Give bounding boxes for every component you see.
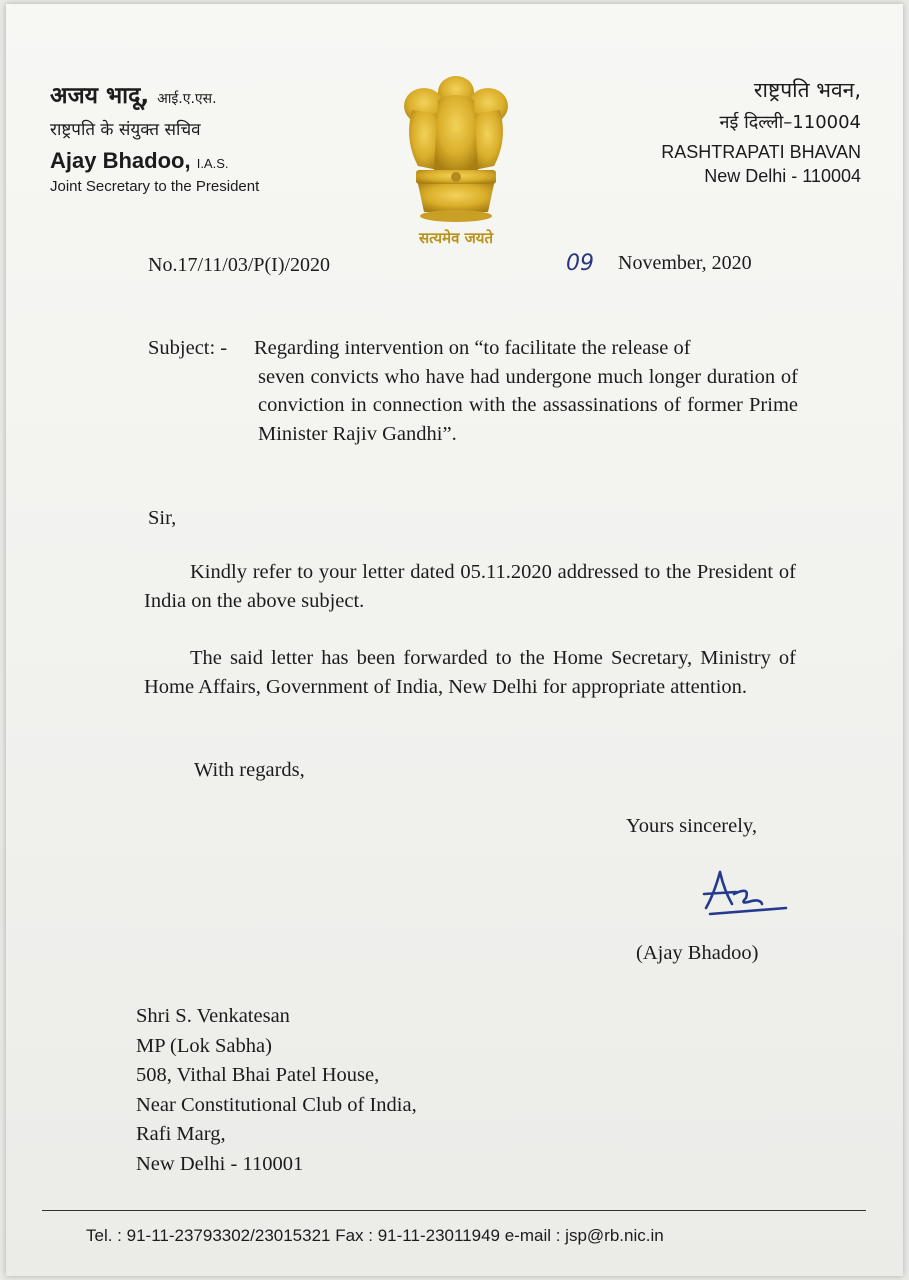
sender-designation-hindi: राष्ट्रपति के संयुक्त सचिव (50, 120, 201, 140)
footer-contact: Tel. : 91-11-23793302/23015321 Fax : 91-11-23011949 e-mail : jsp@rb.nic.in (86, 1226, 664, 1245)
national-emblem-icon (394, 60, 518, 250)
sender-name-hindi (50, 78, 217, 110)
office-address-hi-line1: राष्ट्रपति भवन, (753, 78, 861, 102)
date-day-handwritten: 09 (566, 251, 594, 276)
recipient-line: Rafi Marg, (136, 1123, 226, 1145)
recipient-line: MP (Lok Sabha) (136, 1034, 272, 1057)
sender-designation-english: Joint Secretary to the President (50, 178, 260, 195)
office-address-en-line2: New Delhi - 110004 (704, 166, 861, 186)
regards: With regards, (194, 759, 305, 781)
paragraph-2: The said letter has been forwarded to the Home Secretary, Ministry of Home Affairs, Government of India, New Delhi for appropriate attention. (144, 647, 796, 698)
handwritten-signature-icon (690, 864, 790, 924)
paragraph-1: Kindly refer to your letter dated 05.11.2020 addressed to the President of India on the above subject. (144, 561, 796, 612)
subject-continuation: seven convicts who have had undergone much longer duration of conviction in connection with the assassinations of former Prime Minister Rajiv Gandhi”. (258, 365, 798, 445)
recipient-line: 508, Vithal Bhai Patel House, (136, 1064, 380, 1086)
sender-name-en-text: Ajay Bhadoo, (50, 148, 191, 173)
recipient-address (136, 1002, 417, 1179)
salutation: Sir, (148, 507, 177, 529)
date-month-year: November, 2020 (618, 252, 752, 274)
recipient-line: Near Constitutional Club of India, (136, 1093, 417, 1116)
emblem-motto: सत्यमेव जयते (418, 229, 494, 247)
sender-name-english (50, 148, 229, 174)
sender-degree-hi: आई.ए.एस. (157, 91, 217, 107)
signatory-name: (Ajay Bhadoo) (636, 942, 759, 964)
subject-first-line: Regarding intervention on “to facilitate the release of (254, 337, 691, 359)
reference-number: No.17/11/03/P(I)/2020 (148, 254, 331, 276)
closing: Yours sincerely, (626, 815, 757, 837)
sender-name-hi-text: अजय भादू, (50, 83, 150, 109)
recipient-line: Shri S. Venkatesan (136, 1005, 290, 1027)
footer-divider (42, 1210, 866, 1211)
office-address-en-line1: RASHTRAPATI BHAVAN (661, 142, 861, 162)
subject-label: Subject: - (148, 337, 228, 359)
letter-page (6, 4, 903, 1276)
office-address-hi-line2: नई दिल्ली–110004 (719, 112, 861, 133)
sender-degree-en: I.A.S. (196, 156, 229, 171)
recipient-line: New Delhi - 110001 (136, 1152, 304, 1175)
